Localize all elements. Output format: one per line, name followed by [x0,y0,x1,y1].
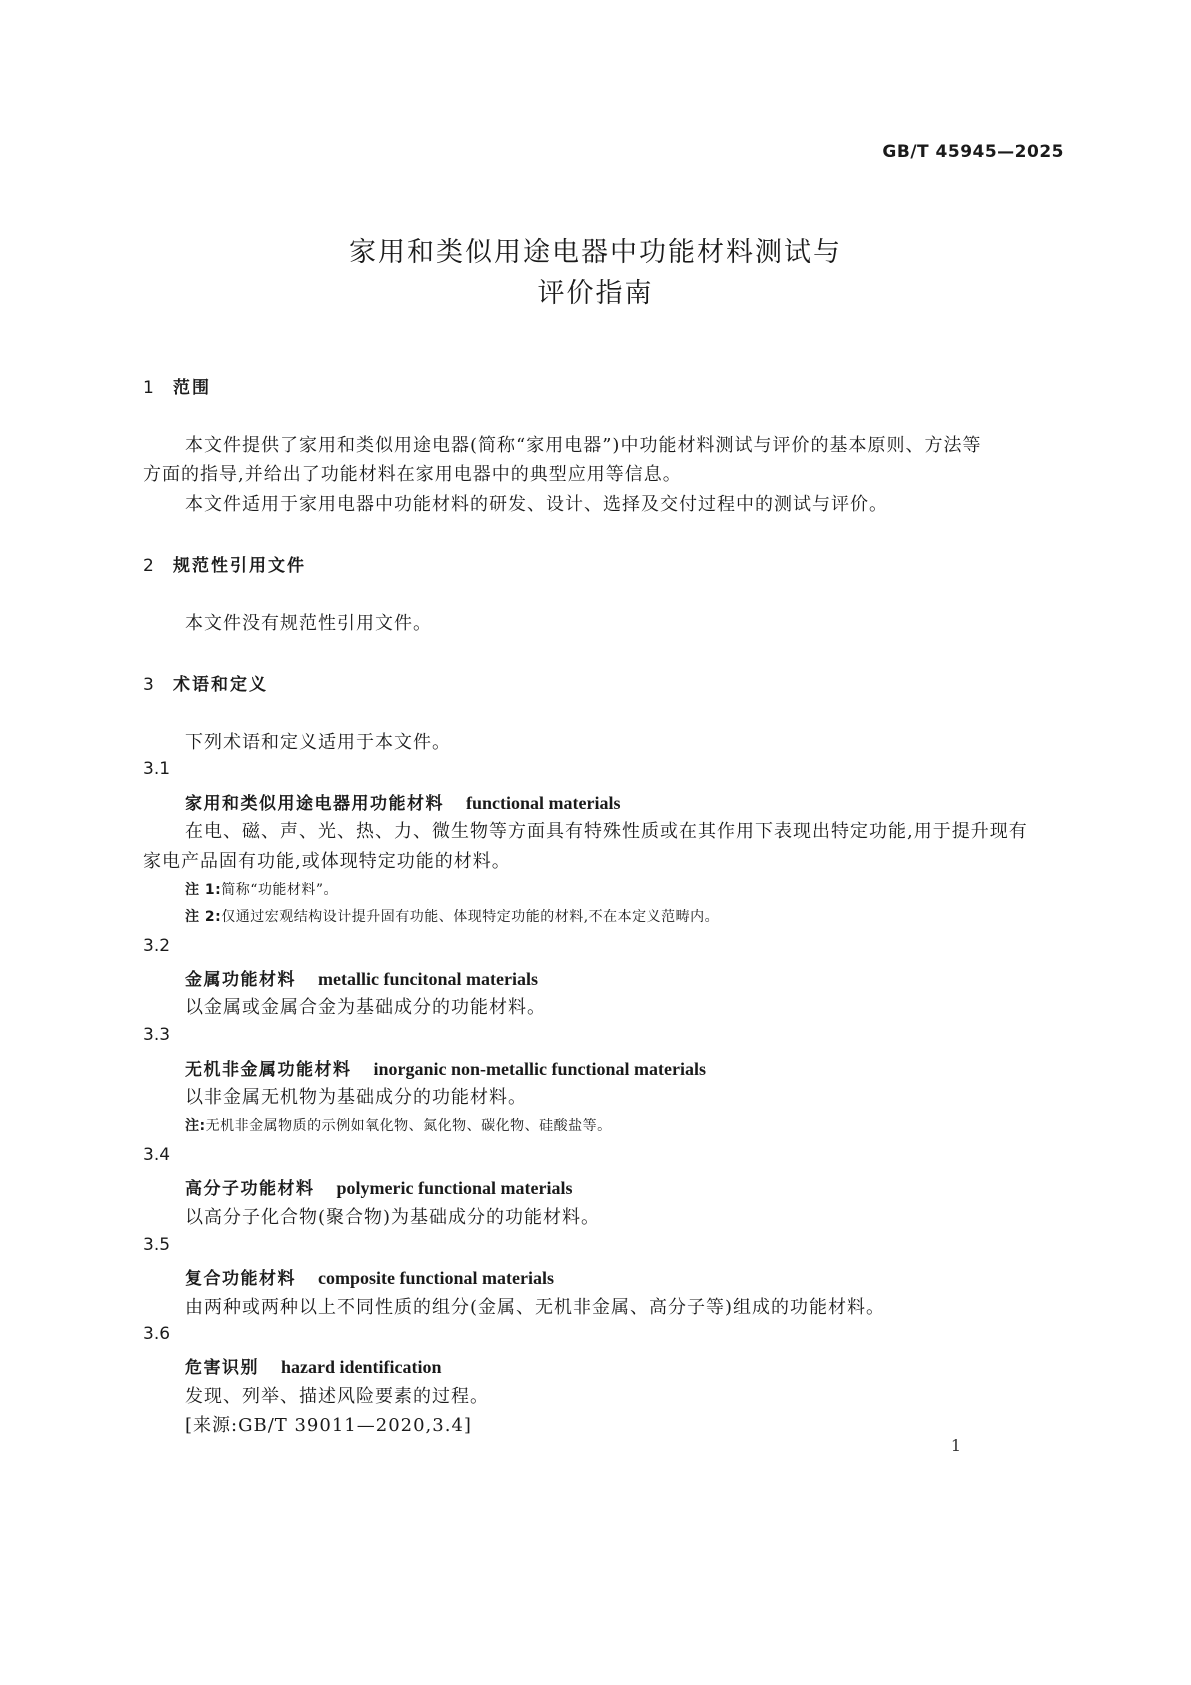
term-definition: 发现、列举、描述风险要素的过程。 [185,1386,489,1407]
note-label: 注 1: [185,882,222,898]
term-definition: 以非金属无机物为基础成分的功能材料。 [185,1087,527,1108]
term-entry [185,789,621,814]
section-title: 规范性引用文件 [173,556,306,576]
term-number: 3.2 [143,936,171,956]
term-number: 3.4 [143,1145,171,1165]
term-chinese: 高分子功能材料 [185,1179,315,1199]
note-text: 简称“功能材料”。 [221,882,339,898]
document-title-line2: 评价指南 [537,278,654,309]
term-english: inorganic non-metallic functional materials [373,1059,706,1079]
term-number: 3.1 [143,759,171,779]
term-entry [185,1174,572,1199]
section-1-heading [143,373,211,398]
term-chinese: 家用和类似用途电器用功能材料 [185,794,444,814]
term-english: functional materials [466,793,621,813]
normative-references-paragraph: 本文件没有规范性引用文件。 [185,613,432,634]
term-definition-line-1: 在电、磁、声、光、热、力、微生物等方面具有特殊性质或在其作用下表现出特定功能,用于提升现有 [185,821,1028,842]
document-title-line1: 家用和类似用途电器中功能材料测试与 [349,237,842,268]
section-number: 2 [143,556,156,576]
term-number: 3.5 [143,1235,171,1255]
section-number: 3 [143,675,156,695]
term-entry [185,965,538,990]
note-label: 注: [185,1118,206,1134]
term-entry [185,1353,442,1378]
term-chinese: 复合功能材料 [185,1269,296,1289]
scope-paragraph-1-line-2: 方面的指导,并给出了功能材料在家用电器中的典型应用等信息。 [143,464,682,485]
term-number: 3.3 [143,1025,171,1045]
term-chinese: 危害识别 [185,1358,259,1378]
note-text: 无机非金属物质的示例如氧化物、氮化物、碳化物、硅酸盐等。 [205,1118,612,1134]
page-number: 1 [950,1436,961,1455]
term-english: composite functional materials [318,1268,554,1288]
section-2-heading [143,551,306,576]
term-chinese: 金属功能材料 [185,970,296,990]
term-note [185,906,719,926]
term-chinese: 无机非金属功能材料 [185,1060,352,1080]
terms-intro-paragraph: 下列术语和定义适用于本文件。 [185,732,451,753]
term-definition: 以金属或金属合金为基础成分的功能材料。 [185,997,546,1018]
standard-code: GB/T 45945—2025 [882,142,1064,162]
term-english: hazard identification [281,1357,442,1377]
section-number: 1 [143,378,156,398]
term-number: 3.6 [143,1324,171,1344]
section-title: 术语和定义 [173,675,268,695]
term-english: metallic funcitonal materials [318,969,538,989]
term-english: polymeric functional materials [336,1178,573,1198]
scope-paragraph-1-line-1: 本文件提供了家用和类似用途电器(简称“家用电器”)中功能材料测试与评价的基本原则、方法等 [185,435,982,456]
scope-paragraph-2: 本文件适用于家用电器中功能材料的研发、设计、选择及交付过程中的测试与评价。 [185,494,888,515]
section-title: 范围 [173,378,211,398]
term-note [185,1115,612,1135]
term-entry [185,1264,554,1289]
term-definition-line-2: 家电产品固有功能,或体现特定功能的材料。 [143,851,511,872]
term-source: [来源:GB/T 39011—2020,3.4] [185,1415,472,1436]
section-3-heading [143,670,268,695]
term-definition: 由两种或两种以上不同性质的组分(金属、无机非金属、高分子等)组成的功能材料。 [185,1297,886,1318]
term-definition: 以高分子化合物(聚合物)为基础成分的功能材料。 [185,1207,601,1228]
term-entry [185,1055,706,1080]
term-note [185,879,338,899]
note-text: 仅通过宏观结构设计提升固有功能、体现特定功能的材料,不在本定义范畴内。 [221,909,720,925]
note-label: 注 2: [185,909,222,925]
